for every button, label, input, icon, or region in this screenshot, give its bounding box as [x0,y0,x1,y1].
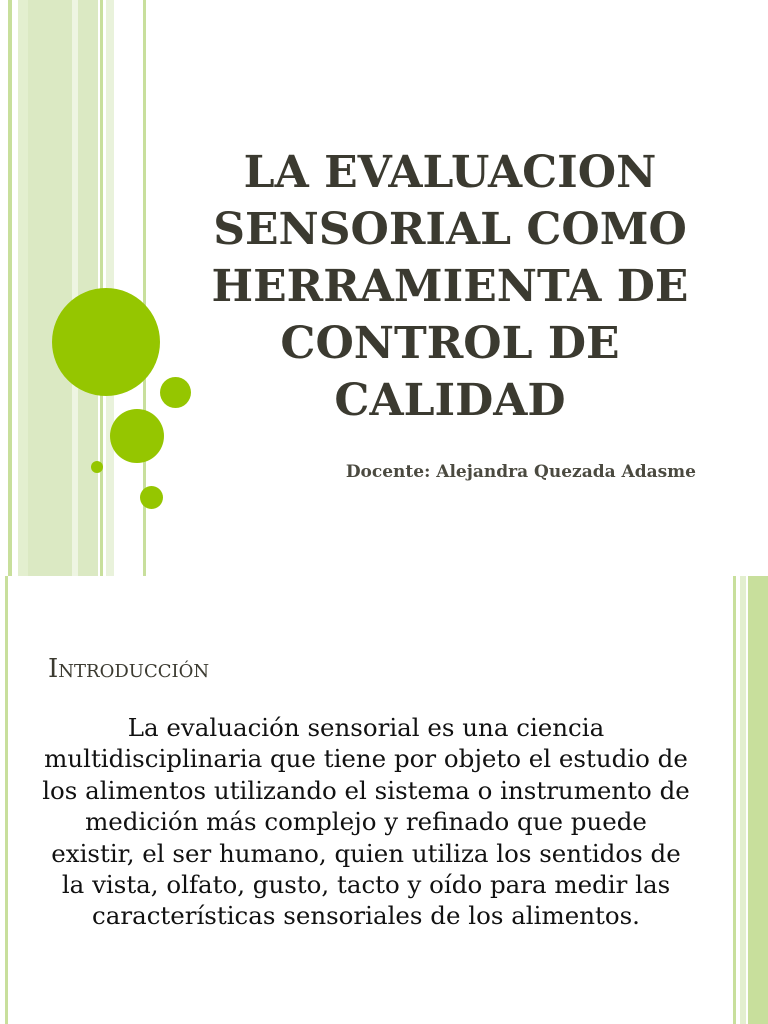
decorative-circle-large [52,288,160,396]
decorative-stripe [740,576,746,1024]
decorative-stripe [28,0,72,576]
slide-title: LA EVALUACION SENSORIAL COMO HERRAMIENTA DE CONTROL DE CALIDAD [211,147,689,426]
decorative-stripe [733,576,736,1024]
decorative-circle-small [140,486,163,509]
decorative-circle-tiny [91,461,103,473]
decorative-circle-medium [110,409,164,463]
decorative-stripe [748,576,768,1024]
decorative-stripe [18,0,28,576]
decorative-circle-small [160,377,191,408]
decorative-stripe [8,0,12,576]
section-heading: Introducción [48,654,210,684]
intro-paragraph: La evaluación sensorial es una ciencia multidisciplinaria que tiene por objeto el estudio de los alimentos utilizando el sistema o instrumento de medición más complejo y refinado que puede existir, el ser humano, quien utiliza los sentidos de la vista, olfato, gusto, tacto y oído para medir las características sensoriales de los alimentos. [42,713,690,931]
decorative-stripe [5,576,8,1024]
author-line: Docente: Alejandra Quezada Adasme [345,462,696,482]
